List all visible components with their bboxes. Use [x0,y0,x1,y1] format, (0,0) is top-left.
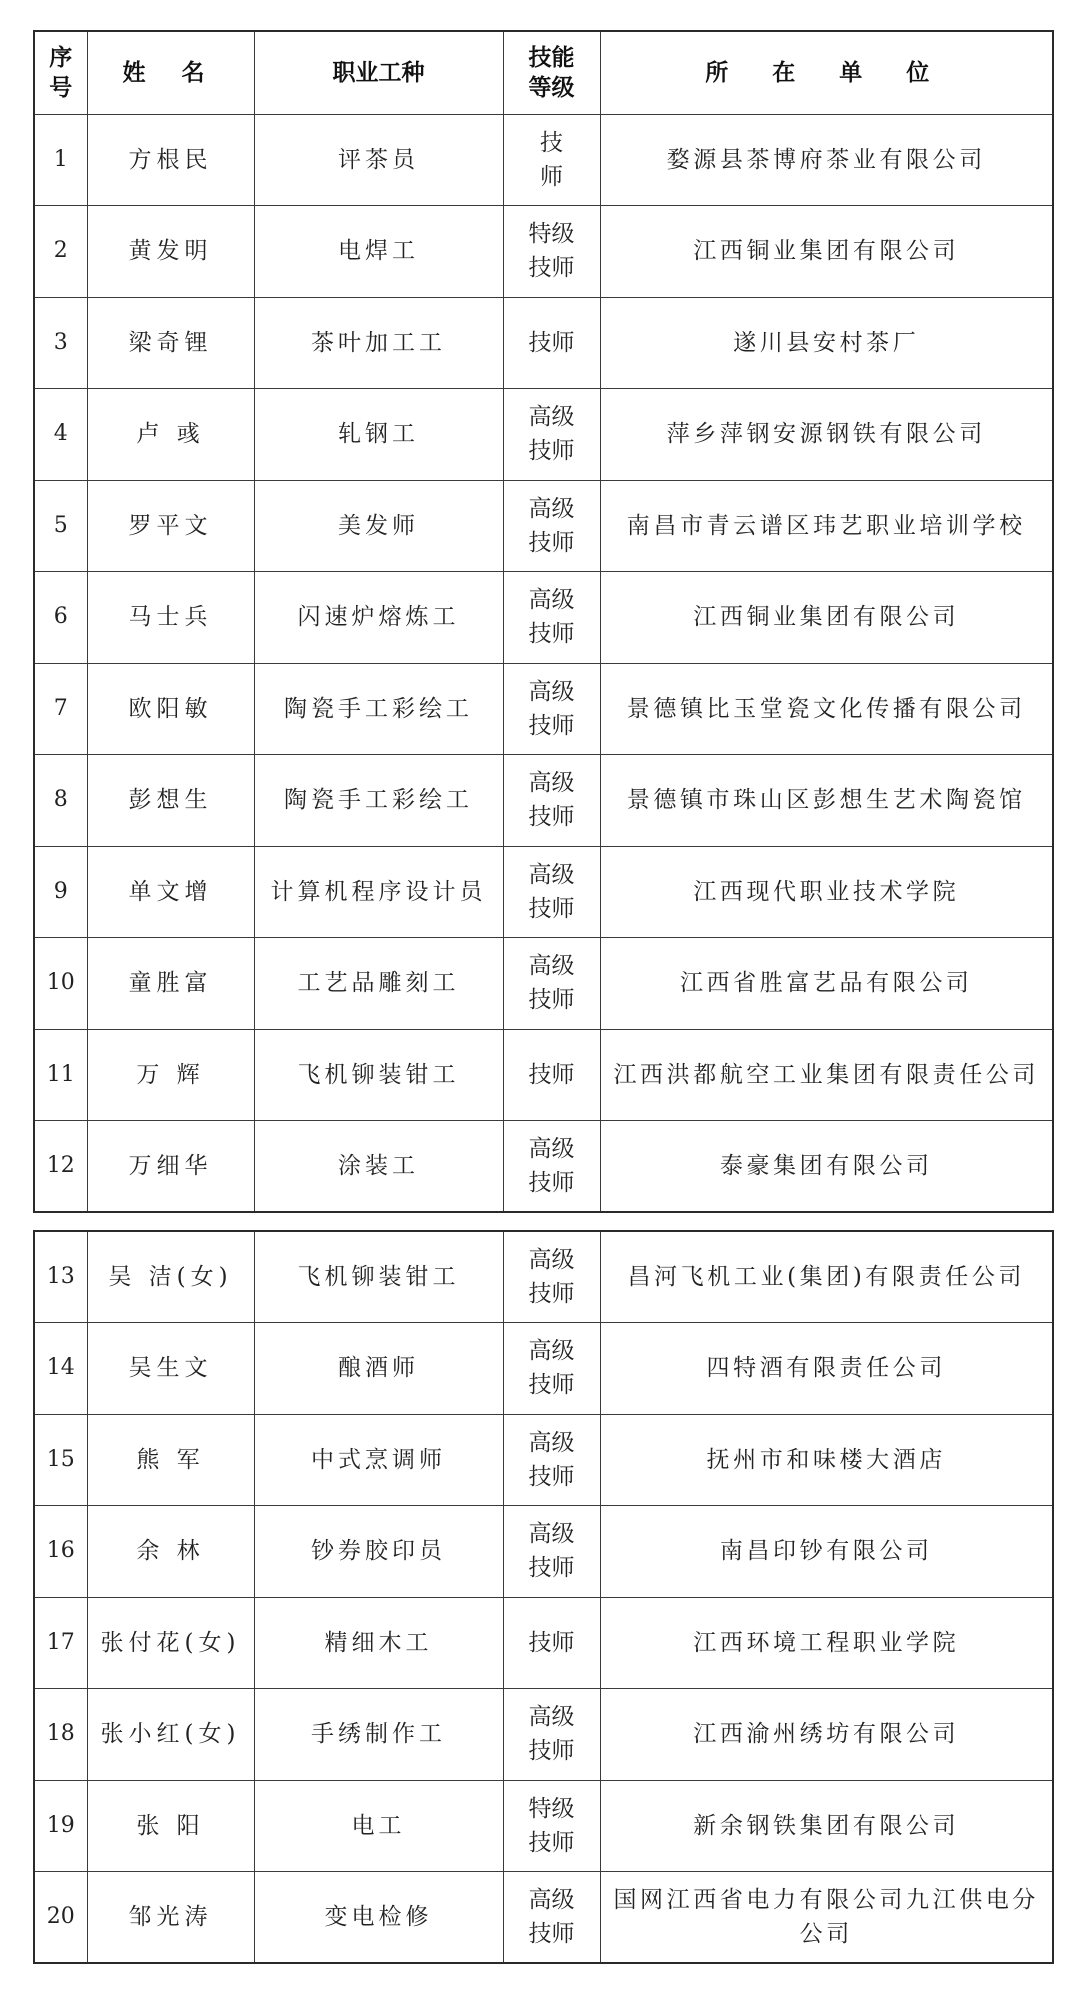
cell-unit: 四特酒有限责任公司 [600,1323,1053,1415]
cell-name: 童胜富 [87,938,254,1030]
cell-unit: 昌河飞机工业(集团)有限责任公司 [600,1231,1053,1323]
cell-no: 11 [34,1029,87,1121]
table-row [34,572,1053,664]
table-row [34,206,1053,298]
cell-job: 飞机铆装钳工 [254,1029,503,1121]
cell-level: 特级技师 [503,206,600,298]
cell-unit: 景德镇市珠山区彭想生艺术陶瓷馆 [600,755,1053,847]
cell-job: 评茶员 [254,114,503,206]
table-row [34,389,1053,481]
cell-no: 10 [34,938,87,1030]
cell-unit: 泰豪集团有限公司 [600,1121,1053,1213]
cell-job: 涂装工 [254,1121,503,1213]
cell-unit: 南昌印钞有限公司 [600,1506,1053,1598]
cell-name: 万细华 [87,1121,254,1213]
cell-no: 4 [34,389,87,481]
cell-job: 计算机程序设计员 [254,846,503,938]
cell-level: 高级技师 [503,1689,600,1781]
cell-no: 8 [34,755,87,847]
cell-level: 技师 [503,114,600,206]
cell-no: 15 [34,1414,87,1506]
cell-level: 高级技师 [503,572,600,664]
cell-job: 变电检修 [254,1872,503,1964]
cell-no: 7 [34,663,87,755]
table-part-2 [33,1230,1054,1964]
cell-job: 陶瓷手工彩绘工 [254,755,503,847]
cell-level: 高级技师 [503,1323,600,1415]
cell-job: 工艺品雕刻工 [254,938,503,1030]
cell-unit: 遂川县安村茶厂 [600,297,1053,389]
cell-level: 高级技师 [503,938,600,1030]
table-row [34,1414,1053,1506]
cell-name: 罗平文 [87,480,254,572]
table-header-row [34,31,1053,114]
table-part-1 [33,30,1054,1213]
cell-name: 吴 洁(女) [87,1231,254,1323]
table-row [34,1780,1053,1872]
cell-no: 14 [34,1323,87,1415]
cell-no: 5 [34,480,87,572]
cell-level: 技师 [503,1597,600,1689]
table-row [34,938,1053,1030]
cell-job: 钞券胶印员 [254,1506,503,1598]
cell-name: 张小红(女) [87,1689,254,1781]
cell-level: 高级技师 [503,1121,600,1213]
cell-level: 高级技师 [503,480,600,572]
cell-unit: 江西洪都航空工业集团有限责任公司 [600,1029,1053,1121]
cell-no: 12 [34,1121,87,1213]
cell-no: 9 [34,846,87,938]
table-row [34,1506,1053,1598]
cell-job: 酿酒师 [254,1323,503,1415]
table-row [34,1872,1053,1964]
cell-job: 手绣制作工 [254,1689,503,1781]
cell-level: 高级技师 [503,846,600,938]
table-row [34,1029,1053,1121]
header-unit: 所 在 单 位 [600,31,1053,114]
table-row [34,1121,1053,1213]
cell-level: 技师 [503,1029,600,1121]
cell-name: 方根民 [87,114,254,206]
table-row [34,114,1053,206]
cell-no: 6 [34,572,87,664]
cell-name: 单文增 [87,846,254,938]
cell-name: 卢 彧 [87,389,254,481]
table-row [34,846,1053,938]
header-job: 职业工种 [254,31,503,114]
cell-name: 欧阳敏 [87,663,254,755]
cell-name: 梁奇锂 [87,297,254,389]
cell-name: 黄发明 [87,206,254,298]
cell-name: 张 阳 [87,1780,254,1872]
cell-unit: 江西铜业集团有限公司 [600,206,1053,298]
cell-job: 美发师 [254,480,503,572]
table-row [34,663,1053,755]
header-no: 序号 [34,31,87,114]
cell-job: 中式烹调师 [254,1414,503,1506]
cell-unit: 国网江西省电力有限公司九江供电分公司 [600,1872,1053,1964]
cell-job: 电焊工 [254,206,503,298]
cell-no: 13 [34,1231,87,1323]
cell-unit: 江西省胜富艺品有限公司 [600,938,1053,1030]
table-row [34,755,1053,847]
cell-level: 高级技师 [503,1506,600,1598]
cell-job: 闪速炉熔炼工 [254,572,503,664]
cell-level: 高级技师 [503,1414,600,1506]
cell-level: 高级技师 [503,663,600,755]
cell-unit: 婺源县茶博府茶业有限公司 [600,114,1053,206]
cell-name: 吴生文 [87,1323,254,1415]
cell-no: 2 [34,206,87,298]
cell-unit: 江西渝州绣坊有限公司 [600,1689,1053,1781]
table-row [34,297,1053,389]
table-row [34,480,1053,572]
cell-level: 高级技师 [503,389,600,481]
cell-no: 1 [34,114,87,206]
cell-level: 技师 [503,297,600,389]
cell-unit: 景德镇比玉堂瓷文化传播有限公司 [600,663,1053,755]
cell-unit: 江西铜业集团有限公司 [600,572,1053,664]
cell-level: 高级技师 [503,755,600,847]
cell-job: 飞机铆装钳工 [254,1231,503,1323]
cell-job: 茶叶加工工 [254,297,503,389]
table-row [34,1323,1053,1415]
cell-no: 19 [34,1780,87,1872]
cell-no: 3 [34,297,87,389]
cell-unit: 抚州市和味楼大酒店 [600,1414,1053,1506]
cell-job: 电工 [254,1780,503,1872]
cell-unit: 新余钢铁集团有限公司 [600,1780,1053,1872]
cell-name: 张付花(女) [87,1597,254,1689]
cell-no: 18 [34,1689,87,1781]
cell-job: 轧钢工 [254,389,503,481]
table-row [34,1231,1053,1323]
cell-name: 熊 军 [87,1414,254,1506]
cell-job: 陶瓷手工彩绘工 [254,663,503,755]
cell-name: 万 辉 [87,1029,254,1121]
cell-name: 彭想生 [87,755,254,847]
cell-name: 余 林 [87,1506,254,1598]
header-name: 姓 名 [87,31,254,114]
cell-no: 17 [34,1597,87,1689]
cell-level: 特级技师 [503,1780,600,1872]
cell-job: 精细木工 [254,1597,503,1689]
cell-unit: 萍乡萍钢安源钢铁有限公司 [600,389,1053,481]
cell-no: 16 [34,1506,87,1598]
cell-no: 20 [34,1872,87,1964]
cell-name: 邹光涛 [87,1872,254,1964]
cell-level: 高级技师 [503,1231,600,1323]
cell-name: 马士兵 [87,572,254,664]
header-level: 技能等级 [503,31,600,114]
cell-level: 高级技师 [503,1872,600,1964]
cell-unit: 南昌市青云谱区玮艺职业培训学校 [600,480,1053,572]
cell-unit: 江西环境工程职业学院 [600,1597,1053,1689]
table-row [34,1597,1053,1689]
cell-unit: 江西现代职业技术学院 [600,846,1053,938]
table-row [34,1689,1053,1781]
